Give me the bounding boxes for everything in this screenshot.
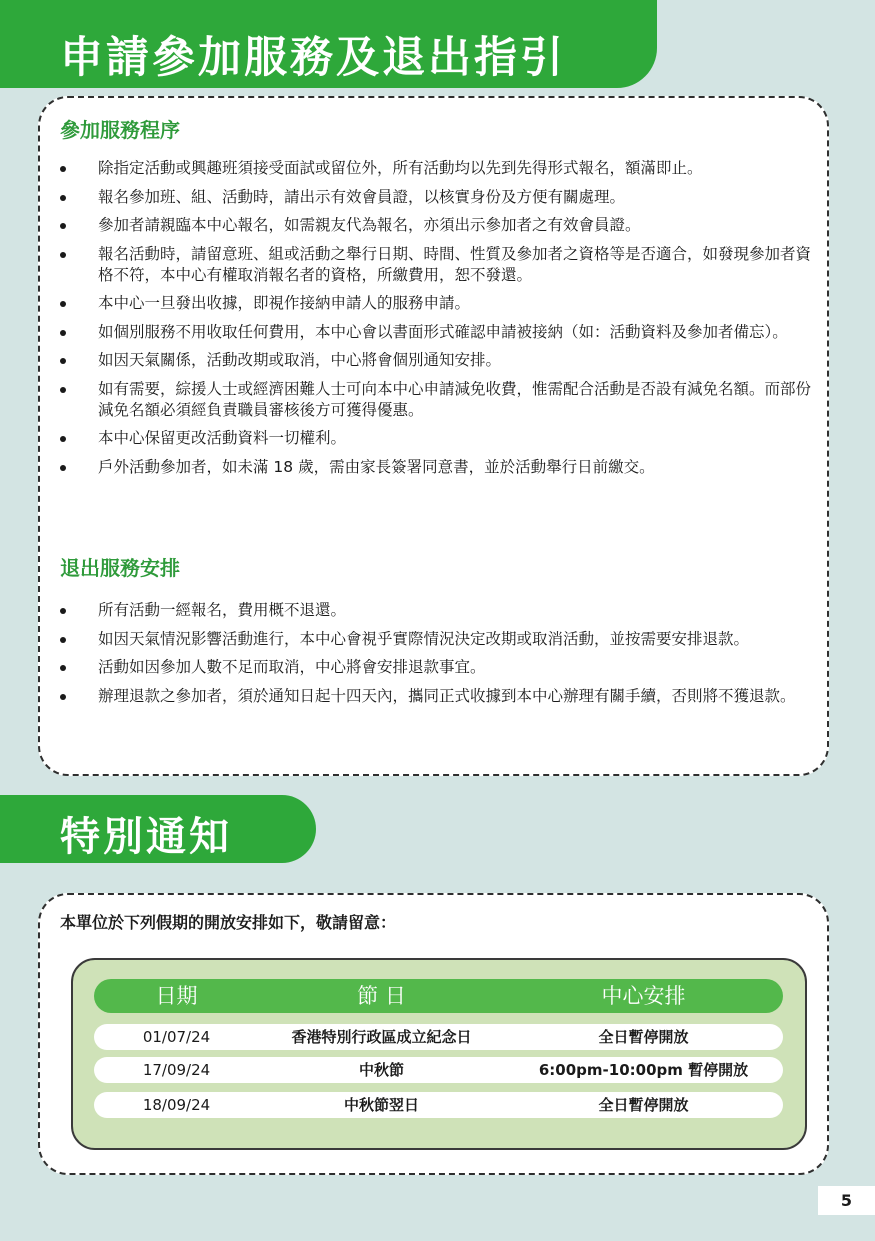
table-header-row xyxy=(94,979,783,1013)
row-arrangement: 6:00pm-10:00pm 暫停開放 xyxy=(538,1061,749,1079)
header-festival: 節 日 xyxy=(357,984,406,1008)
row-date: 17/09/24 xyxy=(142,1061,211,1079)
withdraw-section-title: 退出服務安排 xyxy=(60,556,180,580)
list-item: 如因天氣關係，活動改期或取消，中心將會個別通知安排。 xyxy=(60,350,822,371)
page-title: 申請參加服務及退出指引 xyxy=(60,33,566,83)
join-rules-list xyxy=(60,158,822,485)
holiday-notice-intro: 本單位於下列假期的開放安排如下，敬請留意： xyxy=(60,913,397,932)
list-item: 所有活動一經報名，費用概不退還。 xyxy=(60,600,822,621)
page-title-banner xyxy=(0,0,657,88)
holiday-table xyxy=(71,958,807,1150)
list-item: 如因天氣情況影響活動進行，本中心會視乎實際情況決定改期或取消活動，並按需要安排退款。 xyxy=(60,629,822,650)
table-row xyxy=(94,1057,783,1083)
withdraw-rules-list xyxy=(60,600,822,714)
header-arrangement: 中心安排 xyxy=(601,984,686,1008)
list-item: 報名活動時，請留意班、組或活動之舉行日期、時間、性質及參加者之資格等是否適合，如發現參加者資格不符，本中心有權取消報名者的資格，所繳費用，恕不發還。 xyxy=(60,244,822,286)
list-item: 參加者請親臨本中心報名，如需親友代為報名，亦須出示參加者之有效會員證。 xyxy=(60,215,822,236)
row-festival: 中秋節翌日 xyxy=(343,1096,419,1114)
list-item: 報名參加班、組、活動時，請出示有效會員證，以核實身份及方便有關處理。 xyxy=(60,187,822,208)
notice-title: 特別通知 xyxy=(60,814,232,860)
row-festival: 中秋節 xyxy=(358,1061,404,1079)
list-item: 活動如因參加人數不足而取消，中心將會安排退款事宜。 xyxy=(60,657,822,678)
row-arrangement: 全日暫停開放 xyxy=(598,1028,689,1046)
list-item: 如個別服務不用收取任何費用，本中心會以書面形式確認申請被接納（如：活動資料及參加者備忘）。 xyxy=(60,322,822,343)
row-date: 01/07/24 xyxy=(142,1028,211,1046)
row-festival: 香港特別行政區成立紀念日 xyxy=(291,1028,472,1046)
table-row xyxy=(94,1024,783,1050)
page-number: 5 xyxy=(818,1186,875,1215)
join-section-title: 參加服務程序 xyxy=(60,118,180,142)
list-item: 辦理退款之參加者，須於通知日起十四天內，攜同正式收據到本中心辦理有關手續，否則將不獲退款。 xyxy=(60,686,822,707)
list-item: 如有需要，綜援人士或經濟困難人士可向本中心申請減免收費，惟需配合活動是否設有減免名額。而部份減免名額必須經負責職員審核後方可獲得優惠。 xyxy=(60,379,822,421)
list-item: 本中心保留更改活動資料一切權利。 xyxy=(60,428,822,449)
row-arrangement: 全日暫停開放 xyxy=(598,1096,689,1114)
notice-title-banner xyxy=(0,795,316,863)
table-row xyxy=(94,1092,783,1118)
row-date: 18/09/24 xyxy=(142,1096,211,1114)
list-item: 戶外活動參加者，如未滿 18 歲，需由家長簽署同意書，並於活動舉行日前繳交。 xyxy=(60,457,822,478)
list-item: 除指定活動或興趣班須接受面試或留位外，所有活動均以先到先得形式報名，額滿即止。 xyxy=(60,158,822,179)
header-date: 日期 xyxy=(155,984,198,1008)
list-item: 本中心一旦發出收據，即視作接納申請人的服務申請。 xyxy=(60,293,822,314)
